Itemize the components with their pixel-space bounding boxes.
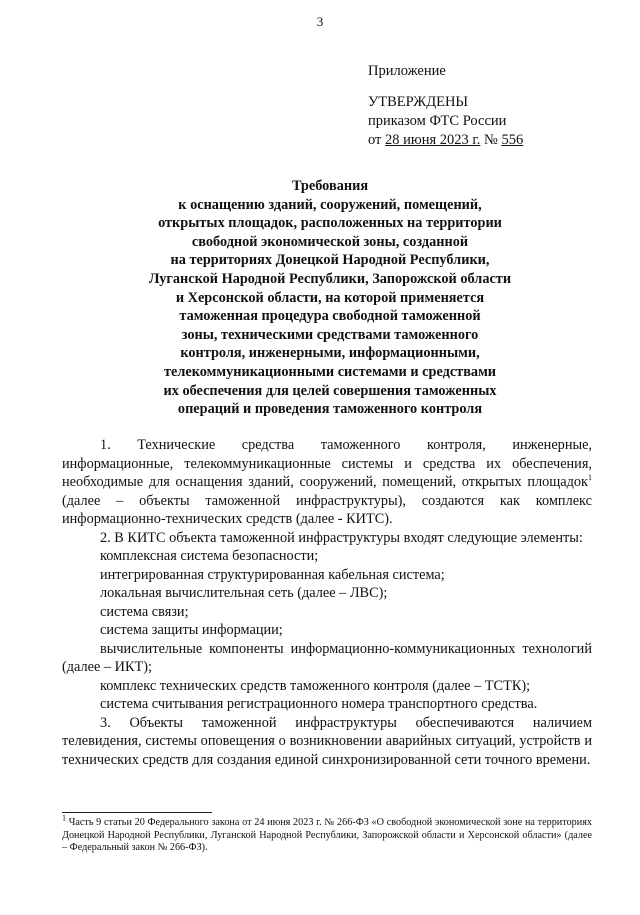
- order-issuer: приказом ФТС России: [368, 113, 507, 129]
- title-line: телекоммуникационными системами и средствами: [163, 363, 497, 380]
- footnote: [62, 813, 592, 855]
- title-line: зоны, техническими средствами таможенного: [181, 326, 479, 343]
- document-body: [62, 436, 592, 769]
- list-item: интегрированная структурированная кабельная система;: [100, 566, 445, 583]
- title-line: и Херсонской области, на которой применяется: [175, 289, 485, 306]
- footnote-ref: 1: [588, 473, 592, 483]
- paragraph-1-text-cont: (далее – объекты таможенной инфраструктуры), создаются как комплекс информационно-технических средств (далее - КИТС).: [62, 492, 592, 527]
- order-date-line: [368, 131, 523, 150]
- title-line: таможенная процедура свободной таможенной: [179, 308, 481, 325]
- footnote-marker: 1: [62, 813, 66, 823]
- title-line: к оснащению зданий, сооружений, помещений,: [178, 196, 482, 213]
- order-number-sign: №: [480, 132, 502, 148]
- list-item: система связи;: [100, 603, 189, 620]
- footnote-divider: [62, 812, 212, 813]
- paragraph-1-text: 1. Технические средства таможенного контроля, инженерные, информационные, телекоммуникационные системы и средства их обеспечения, необходимые для оснащения зданий, сооружений, помещений, открытых площадок: [62, 437, 592, 490]
- footnote-text: Часть 9 статьи 20 Федерального закона от 24 июня 2023 г. № 266-ФЗ «О свободной экономической зоне на территориях Донецкой Народной Республики, Луганской Народной Республики, Запорожской области и Херсонской области» (далее – Федеральный закон № 266-ФЗ).: [62, 817, 592, 854]
- paragraph-2: 2. В КИТС объекта таможенной инфраструктуры входят следующие элементы:: [100, 529, 583, 546]
- document-title: [60, 177, 600, 419]
- paragraph-3: 3. Объекты таможенной инфраструктуры обеспечиваются наличием телевидения, системы оповещения о возникновении аварийных ситуаций, устройств и технических средств для создания единой синхронизированной сети точного времени.: [62, 714, 592, 768]
- title-line: Луганской Народной Республики, Запорожской области: [148, 270, 512, 287]
- title-line: открытых площадок, расположенных на территории: [158, 215, 502, 232]
- page-number: 3: [316, 14, 324, 29]
- list-item: комплексная система безопасности;: [100, 548, 319, 564]
- list-item: локальная вычислительная сеть (далее – ЛВС);: [100, 585, 388, 601]
- title-line: свободной экономической зоны, созданной: [191, 233, 469, 250]
- title-line: Требования: [291, 178, 369, 194]
- list-item: система считывания регистрационного номера транспортного средства.: [100, 696, 538, 712]
- title-line: их обеспечения для целей совершения таможенных: [163, 382, 497, 399]
- order-number: 556: [501, 132, 524, 148]
- title-line: операций и проведения таможенного контроля: [177, 401, 483, 418]
- approved-label: УТВЕРЖДЕНЫ: [368, 94, 469, 110]
- paragraph-1: [62, 436, 592, 529]
- approval-block: [368, 62, 523, 150]
- title-line: на территориях Донецкой Народной Республики,: [170, 252, 490, 269]
- list-item: система защиты информации;: [100, 622, 283, 638]
- title-line: контроля, инженерными, информационными,: [180, 345, 480, 362]
- list-item: комплекс технических средств таможенного контроля (далее – ТСТК);: [100, 677, 531, 694]
- order-date: 28 июня 2023 г.: [385, 132, 481, 148]
- appendix-label: Приложение: [368, 63, 446, 79]
- list-item: вычислительные компоненты информационно-коммуникационных технологий (далее – ИКТ);: [62, 640, 592, 675]
- order-date-prefix: от: [368, 132, 386, 148]
